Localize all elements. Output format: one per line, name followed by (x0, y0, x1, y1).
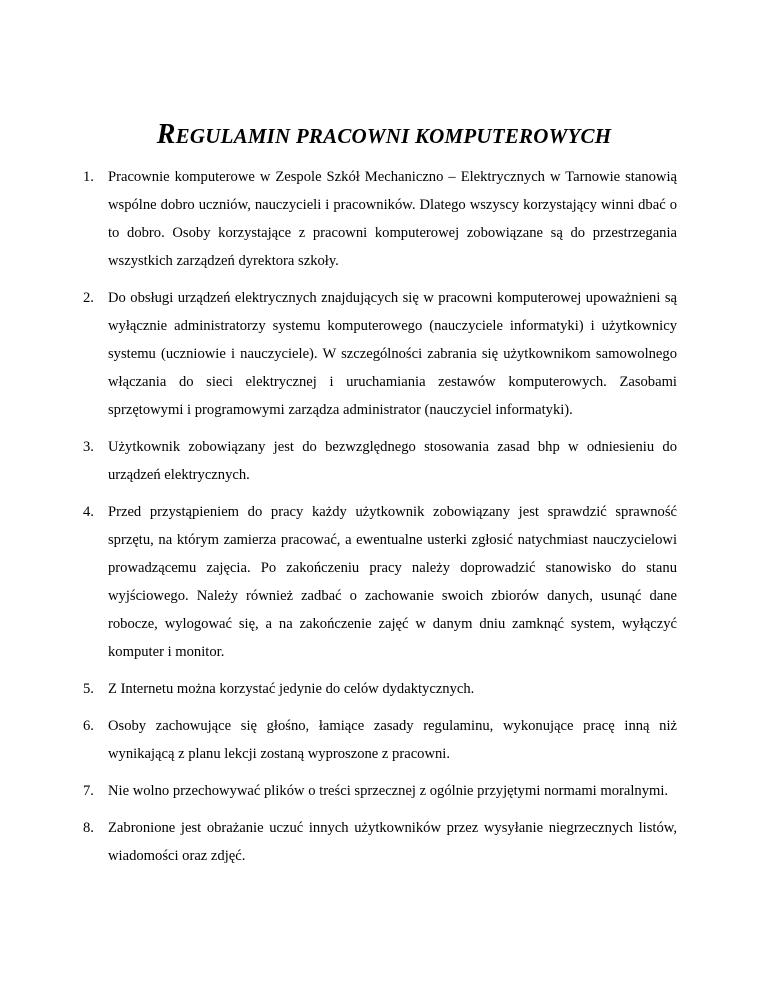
rule-item (83, 777, 677, 805)
rule-number: 6. (83, 718, 94, 734)
rule-number: 3. (83, 439, 94, 455)
rule-text: Pracownie komputerowe w Zespole Szkół Mechaniczno – Elektrycznych w Tarnowie stanowią wspólne dobro uczniów, nauczycieli i pracowników. Dlatego wszyscy korzystający winni dbać o to dobro. Osoby korzystające z pracowni komputerowej zobowiązane są do przestrzegania wszystkich zarządzeń dyrektora szkoły. (108, 169, 677, 269)
rule-number: 8. (83, 820, 94, 836)
rule-number: 5. (83, 681, 94, 697)
title-rest: EGULAMIN PRACOWNI KOMPUTEROWYCH (175, 124, 612, 148)
rule-text: Osoby zachowujące się głośno, łamiące zasady regulaminu, wykonujące pracę inną niż wynikającą z planu lekcji zostaną wyproszone z pracowni. (108, 718, 677, 762)
rule-item (83, 712, 677, 768)
rules-list (83, 163, 677, 879)
rule-number: 1. (83, 169, 94, 185)
rule-number: 7. (83, 783, 94, 799)
rule-item (83, 163, 677, 275)
rule-item (83, 814, 677, 870)
rule-item (83, 284, 677, 424)
rule-text: Przed przystąpieniem do pracy każdy użytkownik zobowiązany jest sprawdzić sprawność sprzętu, na którym zamierza pracować, a ewentualne usterki zgłosić natychmiast nauczycielowi prowadzącemu zajęcia. Po zakończeniu pracy należy doprowadzić stanowisko do stanu wyjściowego. Należy również zadbać o zachowanie swoich zbiorów danych, usunąć dane robocze, wylogować się, a na zakończenie zajęć w danym dniu zamknąć system, wyłączyć komputer i monitor. (108, 504, 677, 660)
rule-item (83, 675, 677, 703)
rule-text: Użytkownik zobowiązany jest do bezwzględnego stosowania zasad bhp w odniesieniu do urządzeń elektrycznych. (108, 439, 677, 483)
rule-text: Do obsługi urządzeń elektrycznych znajdujących się w pracowni komputerowej upoważnieni są wyłącznie administratorzy systemu komputerowego (nauczyciele informatyki) i użytkownicy systemu (uczniowie i nauczyciele). W szczególności zabrania się użytkownikom samowolnego włączania do sieci elektrycznej i uruchamiania zestawów komputerowych. Zasobami sprzętowymi i programowymi zarządza administrator (nauczyciel informatyki). (108, 290, 677, 418)
rule-item (83, 498, 677, 666)
rule-text: Zabronione jest obrażanie uczuć innych użytkowników przez wysyłanie niegrzecznych listów, wiadomości oraz zdjęć. (108, 820, 677, 864)
rule-number: 4. (83, 504, 94, 520)
rule-number: 2. (83, 290, 94, 306)
rule-text: Z Internetu można korzystać jedynie do celów dydaktycznych. (108, 681, 475, 697)
rule-item (83, 433, 677, 489)
page-title (0, 119, 768, 151)
rule-text: Nie wolno przechowywać plików o treści sprzecznej z ogólnie przyjętymi normami moralnymi. (108, 783, 669, 799)
title-initial: R (156, 119, 176, 150)
